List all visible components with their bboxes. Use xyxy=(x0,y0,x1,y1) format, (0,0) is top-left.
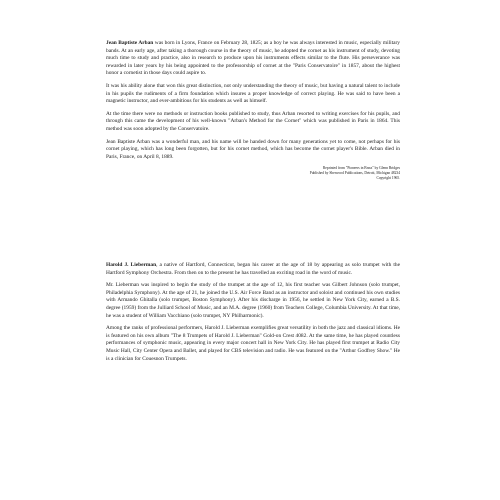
credit-line-copyright: Copyright 1965. xyxy=(376,175,400,180)
arban-paragraph-3: At the time there were no methods or instruction books published to study, thus Arban resorted to writing exercises for his pupils, and through this came the development of his well-known "Arban's Method for the Cornet" which was published in Paris in 1864. This method was soon adopted by the Conservatoire. xyxy=(106,110,400,132)
lieberman-paragraph-1 xyxy=(106,262,400,277)
credit-line-source: Reprinted from "Pioneers in Brass" by Glenn Bridges xyxy=(322,166,400,171)
arban-paragraph-1-text: was born in Lyons, France on February 28, 1825; as a boy he was always interested in music, especially military bands. At an early age, after taking a thorough course in the theory of music, he adopted the cornet as his instrument of study, devoting much time to study and practice, also in research to produce upon his instruments effects similar to the flute. His perseverance was rewarded in later years by his being appointed to the professorship of cornet at the "Paris Conservatoire" in 1857, about the highest honor a cornetist in those days could aspire to. xyxy=(106,40,400,77)
arban-paragraph-2: It was his ability alone that won this great distinction, not only understanding the theory of music, but having a natural talent to include in his pupils the rudiments of a firm foundation which insures a proper knowledge of correct playing. He was said to have been a magnetic instructor, and ever-ambitious for his students as well as himself. xyxy=(106,82,400,105)
reprint-credit xyxy=(106,166,400,180)
arban-paragraph-1 xyxy=(106,40,400,78)
lieberman-paragraph-1-text: , a native of Hartford, Connecticut, began his career at the age of 18 by appearing as solo trumpet with the Hartford Symphony Orchestra. From then on to the present he has travelled an exciting road in the word of music. xyxy=(106,262,400,276)
arban-name: Jean Baptiste Arban xyxy=(106,40,154,46)
lieberman-paragraph-2: Mr. Lieberman was inspired to begin the study of the trumpet at the age of 12, his first teacher was Gilbert Johnson (solo trumpet, Philadelphia Symphony). At the age of 21, he joined the U.S. Air Force Band as an instructor and soloist and continued his own studies with Armando Ghitalla (solo trumpet, Boston Symphony). After his discharge in 1956, he settled in New York City, earned a B.S. degree (1959) from the Julliard School of Music, and an M.A. degree (1960) from Teachers College, Columbia University. At that time, he was a student of William Vacchiano (solo trumpet, NY Philharmonic). xyxy=(106,282,400,319)
lieberman-paragraph-3: Among the ranks of professional performers, Harold J. Lieberman exemplifies great versatility in both the jazz and classical idioms. He is featured on his own album "The 8 Trumpets of Harold J. Lieberman" Gold-on Crest 4082. At the same time, he has played countless performances of symphonic music, appearing in every major concert hall in New York City. He has played first trumpet at Radio City Music Hall, City Center Opera and Ballet, and played for CBS television and radio. He was featured on the "Arthur Godfrey Show." He is a clinician for Couesnon Trumpets. xyxy=(106,325,400,362)
lieberman-name: Harold J. Lieberman xyxy=(106,262,157,268)
arban-paragraph-4: Jean Baptiste Arban was a wonderful man, and his name will be handed down for many generations yet to come, not perhaps for his cornet playing, which has long been forgotten, but for his cornet method, which has become the cornet player's Bible. Arban died in Paris, France, on April 8, 1889. xyxy=(106,138,400,160)
credit-line-publisher: Published by Sherwood Publications, Detroit, Michigan 48234 xyxy=(309,170,400,175)
lieberman-biography xyxy=(106,262,400,368)
arban-biography xyxy=(106,40,400,180)
